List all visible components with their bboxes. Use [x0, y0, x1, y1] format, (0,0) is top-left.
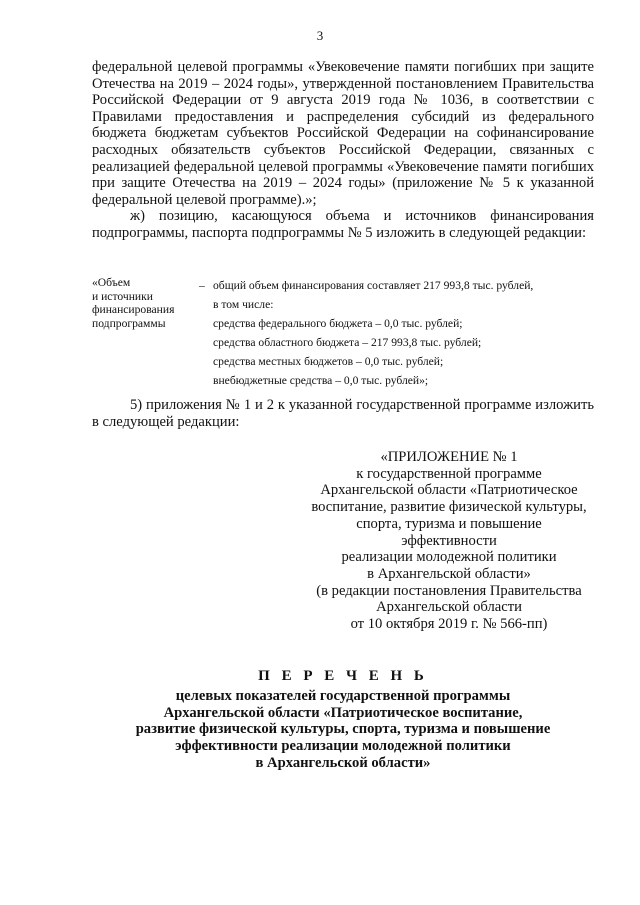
- list-title-head: П Е Р Е Ч Е Н Ь: [258, 668, 428, 684]
- appendix-line: Архангельской области: [376, 599, 522, 616]
- passport-label-line: финансирования: [92, 303, 175, 317]
- passport-label-line: подпрограммы: [92, 316, 166, 330]
- passport-value-total: общий объем финансирования составляет 217 993,8 тыс. рублей,: [213, 279, 534, 292]
- list-title: [92, 668, 594, 772]
- appendix-line: «ПРИЛОЖЕНИЕ № 1: [380, 449, 518, 465]
- paragraph-item-zh: ж) позицию, касающуюся объема и источников финансирования подпрограммы, паспорта подпрограммы № 5 изложить в следующей редакции:: [92, 208, 594, 241]
- passport-value-line: в том числе:: [213, 298, 274, 311]
- list-title-line: Архангельской области «Патриотическое воспитание,: [163, 704, 523, 721]
- paragraph-continuation: федеральной целевой программы «Увековечение памяти погибших при защите Отечества на 2019 – 2024 годы», утвержденной постановлением Правительства Российской Федерации от 9 августа 2019 года № 1036, в соответствии с Правилами предоставления и распределения субсидий из федерального бюджета бюджетам субъектов Российской Федерации на софинансирование расходных обязательств субъектов Российской Федерации, связанных с реализацией федеральной целевой программы «Увековечение памяти погибших при защите Отечества на 2019 – 2024 годы» (приложение № 5 к указанной федеральной целевой программе).»;: [92, 59, 594, 208]
- list-title-line: целевых показателей государственной программы: [175, 687, 511, 704]
- passport-label-line: «Объем: [92, 276, 131, 289]
- passport-value-federal: средства федерального бюджета – 0,0 тыс. рублей;: [213, 317, 463, 330]
- appendix-line: (в редакции постановления Правительства: [316, 582, 582, 599]
- page-number: 3: [316, 28, 324, 43]
- appendix-line: воспитание, развитие физической культуры,: [311, 499, 587, 516]
- appendix-header: [300, 449, 598, 633]
- passport-dash: –: [199, 279, 205, 292]
- list-title-line: в Архангельской области»: [255, 754, 431, 771]
- passport-label: [92, 276, 192, 330]
- passport-value-local: средства местных бюджетов – 0,0 тыс. рублей;: [213, 355, 444, 368]
- paragraph-item-5: 5) приложения № 1 и 2 к указанной государственной программе изложить в следующей редакции:: [92, 397, 594, 430]
- body-text: [92, 59, 594, 242]
- passport-value-offbudget: внебюджетные средства – 0,0 тыс. рублей»;: [213, 374, 429, 387]
- list-title-line: эффективности реализации молодежной политики: [175, 738, 511, 755]
- appendix-line: от 10 октября 2019 г. № 566-пп): [350, 616, 548, 633]
- appendix-line: эффективности: [401, 532, 497, 549]
- passport-label-line: и источники: [92, 289, 153, 303]
- appendix-line: реализации молодежной политики: [341, 549, 557, 566]
- appendix-line: в Архангельской области»: [367, 565, 531, 582]
- appendix-line: спорта, туризма и повышение: [356, 515, 542, 532]
- passport-values: [213, 276, 594, 390]
- list-title-line: развитие физической культуры, спорта, туризма и повышение: [135, 721, 551, 738]
- appendix-line: Архангельской области «Патриотическое: [320, 482, 578, 499]
- passport-value-regional: средства областного бюджета – 217 993,8 тыс. рублей;: [213, 336, 482, 349]
- appendix-line: к государственной программе: [356, 465, 542, 482]
